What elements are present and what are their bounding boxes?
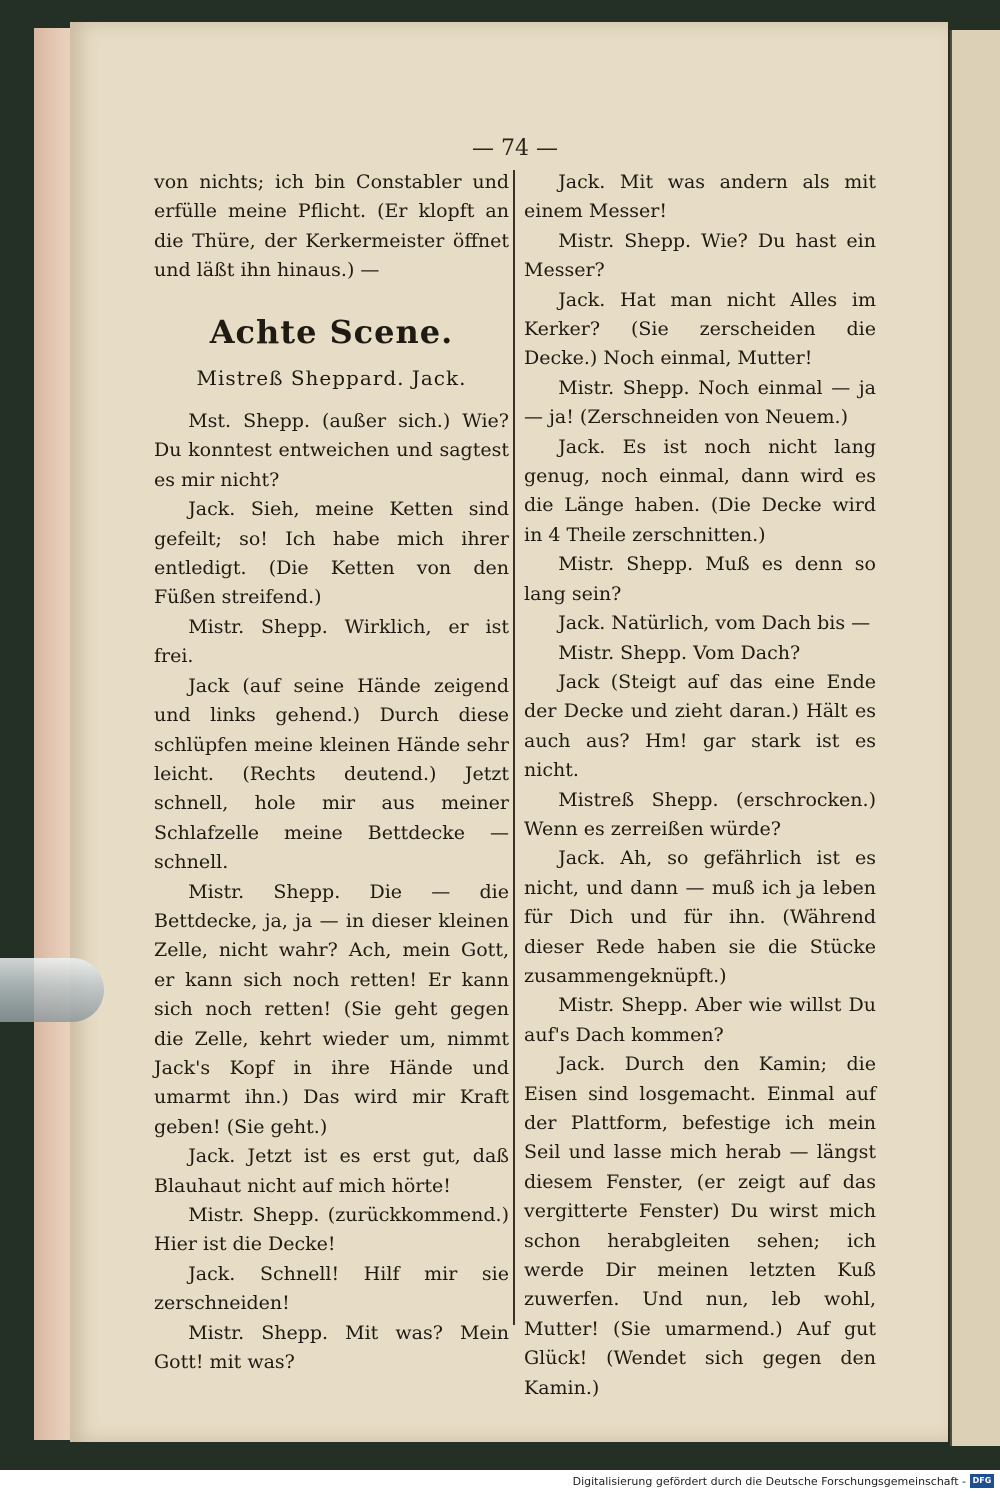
paragraph: Jack. Schnell! Hilf mir sie zerschneiden! — [154, 1262, 509, 1315]
paragraph: von nichts; ich bin Constabler und erfülle meine Pflicht. (Er klopft an die Thüre, der Kerkermeister öffnet und läßt ihn hinaus.) — — [154, 171, 509, 282]
scene-heading: Achte Scene. — [209, 312, 454, 351]
paragraph: Jack. Durch den Kamin; die Eisen sind losgemacht. Einmal auf der Plattform, befestige ich mein Seil und lasse mich herab — längst diesem Fenster, (er zeigt auf das vergitterte Fenster) Du wirst mich schon herabgleiten sehen; ich werde Dir meinen letzten Kuß zuwerfen. Und nun, leb wohl, Mutter! (Sie umarmend.) Auf gut Glück! (Wendet sich gegen den Kamin.) — [524, 1053, 876, 1399]
paragraph: Jack. Hat man nicht Alles im Kerker? (Sie zerscheiden die Decke.) Noch einmal, Mutter! — [524, 288, 876, 370]
facing-page-edge — [950, 30, 1000, 1446]
paragraph: Jack. Es ist noch nicht lang genug, noch einmal, dann wird es die Länge haben. (Die Decke wird in 4 Theile zerschnitten.) — [524, 435, 876, 546]
paragraph: Mistreß Shepp. (erschrocken.) Wenn es zerreißen würde? — [524, 788, 876, 840]
scene-characters: Mistreß Sheppard. Jack. — [196, 365, 467, 390]
paragraph: Mistr. Shepp. Vom Dach? — [558, 641, 801, 664]
left-column — [154, 168, 509, 1377]
paragraph: Jack. Mit was andern als mit einem Messer! — [524, 171, 876, 223]
paragraph: Jack. Natürlich, vom Dach bis — — [558, 612, 871, 635]
paragraph: Mistr. Shepp. Die — die Bettdecke, ja, ja — in dieser kleinen Zelle, nicht wahr? Ach, mein Gott, er kann sich noch retten! Er kann sich noch retten! (Sie geht gegen die Zelle, kehrt wieder um, nimmt Jack's Kopf in ihre Hände und umarmt ihn.) Das wird mir Kraft geben! (Sie geht.) — [154, 880, 509, 1138]
paragraph: Jack. Jetzt ist es erst gut, daß Blauhaut nicht auf mich hörte! — [154, 1145, 509, 1197]
paragraph: Mistr. Shepp. Mit was? Mein Gott! mit was? — [154, 1321, 509, 1374]
digitization-footer — [0, 1470, 1000, 1494]
funding-credit: Digitalisierung gefördert durch die Deutsche Forschungsgemeinschaft - — [572, 1475, 966, 1488]
paragraph: Mistr. Shepp. Noch einmal — ja — ja! (Zerschneiden von Neuem.) — [524, 376, 876, 429]
paragraph: Jack. Ah, so gefährlich ist es nicht, und dann — muß ich ja leben für Dich und für ihn. (Während dieser Rede haben sie die Stücke zusammengeknüpft.) — [524, 847, 876, 987]
paragraph: Mistr. Shepp. Wie? Du hast ein Messer? — [524, 229, 876, 282]
column-divider — [513, 170, 515, 1325]
paragraph: Jack (Steigt auf das eine Ende der Decke und zieht daran.) Hält es auch aus? Hm! gar stark ist es nicht. — [524, 670, 876, 782]
paragraph: Mistr. Shepp. Wirklich, er ist frei. — [154, 615, 509, 668]
paragraph: Jack. Sieh, meine Ketten sind gefeilt; so! Ich habe mich ihrer entledigt. (Die Ketten von den Füßen streifend.) — [154, 498, 509, 609]
paragraph: Mistr. Shepp. Muß es denn so lang sein? — [524, 553, 876, 605]
page-number: — 74 — — [472, 136, 558, 161]
right-column — [524, 168, 876, 1403]
paragraph: Mistr. Shepp. (zurückkommend.) Hier ist die Decke! — [154, 1204, 509, 1256]
paragraph: Jack (auf seine Hände zeigend und links gehend.) Durch diese schlüpfen meine kleinen Hände sehr leicht. (Rechts deutend.) Jetzt schnell, hole mir aus meiner Schlafzelle meine Bettdecke — schnell. — [154, 674, 509, 874]
paragraph: Mst. Shepp. (außer sich.) Wie? Du konntest entweichen und sagtest es mir nicht? — [154, 410, 509, 491]
page-clip-holder — [0, 958, 104, 1022]
paragraph: Mistr. Shepp. Aber wie willst Du auf's Dach kommen? — [524, 994, 876, 1046]
dfg-logo: DFG — [970, 1474, 994, 1488]
